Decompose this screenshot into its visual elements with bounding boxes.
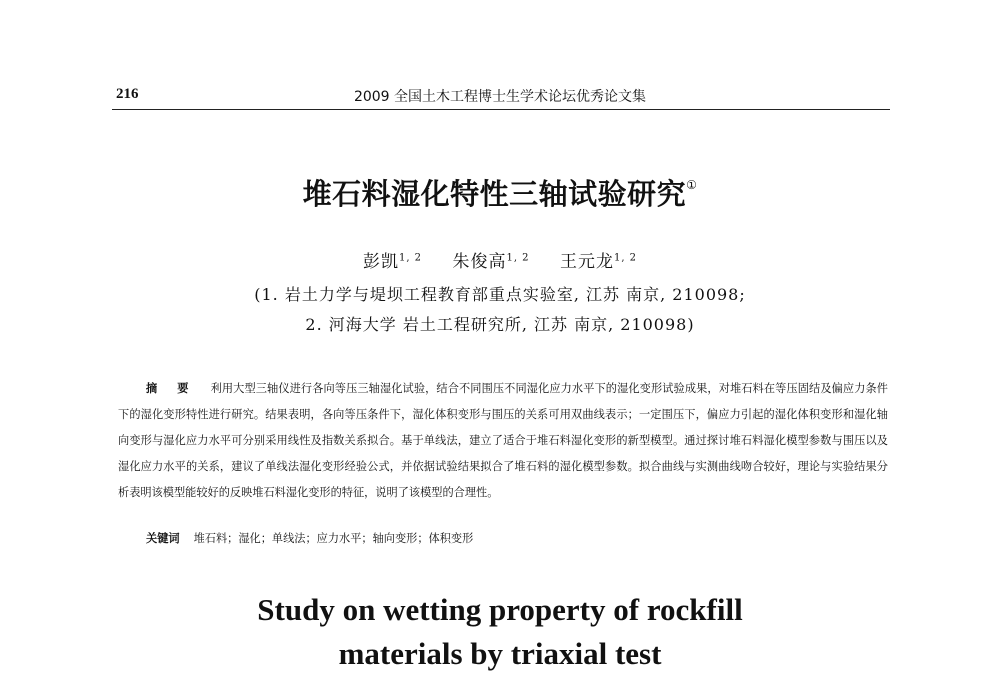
keywords-label: 关键词: [146, 532, 180, 545]
english-title-line-1: Study on wetting property of rockfill: [257, 592, 743, 627]
title-footnote-mark: ①: [686, 178, 698, 193]
affiliation-line-2: 2. 河海大学 岩土工程研究所, 江苏 南京, 210098): [305, 315, 695, 334]
abstract-text: 利用大型三轴仪进行各向等压三轴湿化试验，结合不同围压不同湿化应力水平下的湿化变形试验成果，对堆石料在等压固结及偏应力条件下的湿化变形特性进行研究。结果表明，各向等压条件下，湿化体积变形与围压的关系可用双曲线表示；一定围压下，偏应力引起的湿化体积变形和湿化轴向变形与湿化应力水平可分别采用线性及指数关系拟合。基于单线法，建立了适合于堆石料湿化变形的新型模型。通过探讨堆石料湿化模型参数与围压以及湿化应力水平的关系，建议了单线法湿化变形经验公式，并依据试验结果拟合了堆石料的湿化模型参数。拟合曲线与实测曲线吻合较好，理论与实验结果分析表明该模型能较好的反映堆石料湿化变形的特征，说明了该模型的合理性。: [118, 382, 888, 499]
page-number: 216: [116, 86, 139, 102]
author: [560, 252, 637, 272]
keywords-text: 堆石料；湿化；单线法；应力水平；轴向变形；体积变形: [193, 532, 474, 545]
chinese-title-text: 堆石料湿化特性三轴试验研究: [302, 177, 687, 211]
header-rule: [112, 109, 890, 110]
chinese-title: [0, 172, 1000, 213]
author-affiliation-mark: 1, 2: [506, 252, 530, 264]
running-header: 2009 全国土木工程博士生学术论坛优秀论文集: [353, 89, 647, 105]
affiliation-line-1: (1. 岩土力学与堤坝工程教育部重点实验室, 江苏 南京, 210098;: [254, 285, 746, 304]
author-name: 王元龙: [559, 252, 614, 272]
author-list: [0, 247, 1000, 272]
abstract-label: 摘 要: [146, 382, 197, 395]
english-title-line-2: materials by triaxial test: [338, 636, 662, 671]
author-name: 彭凯: [362, 252, 399, 272]
author: [363, 252, 422, 272]
abstract: [118, 376, 888, 506]
author-name: 朱俊高: [452, 252, 507, 272]
author-affiliation-mark: 1, 2: [613, 252, 638, 264]
author-affiliation-mark: 1, 2: [398, 252, 423, 264]
english-title: [0, 588, 1000, 676]
author: [452, 252, 529, 272]
keywords: [146, 530, 473, 546]
